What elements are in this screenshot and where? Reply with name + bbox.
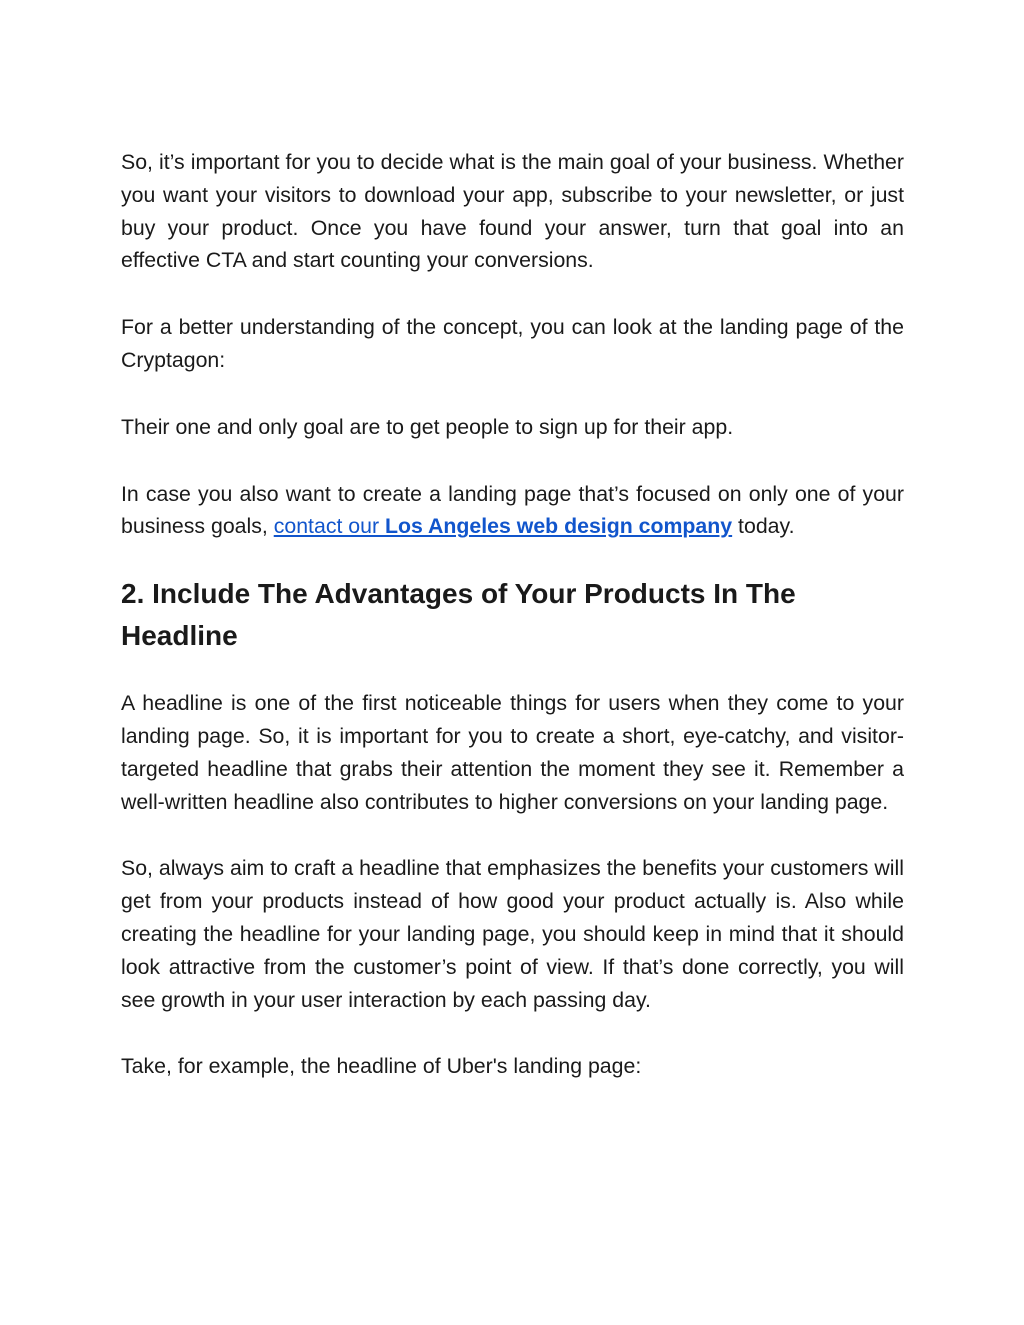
paragraph-cryptagon: For a better understanding of the concept, you can look at the landing page of the Cryptagon: [121, 315, 904, 372]
paragraph-contact-tail: today. [732, 514, 795, 539]
paragraph-contact-text: In case you also want to create a landing page that’s focused on only one of your business goals, [121, 481, 904, 539]
document-page [121, 146, 904, 1083]
paragraph-contact [121, 478, 904, 544]
link-text-plain: contact our [273, 514, 385, 539]
section-heading: 2. Include The Advantages of Your Products In The Headline [121, 578, 796, 652]
web-design-company-link[interactable] [274, 514, 732, 538]
paragraph-uber-example: Take, for example, the headline of Uber's landing page: [121, 1054, 642, 1079]
paragraph-goal: So, it’s important for you to decide what is the main goal of your business. Whether you want your visitors to download your app, subscribe to your newsletter, or just buy your product. Once you have found your answer, turn that goal into an effective CTA and start counting your conversions. [121, 150, 904, 273]
paragraph-headline-intro: A headline is one of the first noticeable things for users when they come to your landing page. So, it is important for you to create a short, eye-catchy, and visitor-targeted headline that grabs their attention the moment they see it. Remember a well-written headline also contributes to higher conversions on your landing page. [121, 691, 904, 814]
link-text-bold: Los Angeles web design company [385, 514, 733, 539]
paragraph-headline-benefits: So, always aim to craft a headline that emphasizes the benefits your customers will get from your products instead of how good your product actually is. Also while creating the headline for your landing page, you should keep in mind that it should look attractive from the customer’s point of view. If that’s done correctly, you will see growth in your user interaction by each passing day. [121, 856, 904, 1012]
paragraph-signup-goal: Their one and only goal are to get people to sign up for their app. [121, 414, 734, 439]
